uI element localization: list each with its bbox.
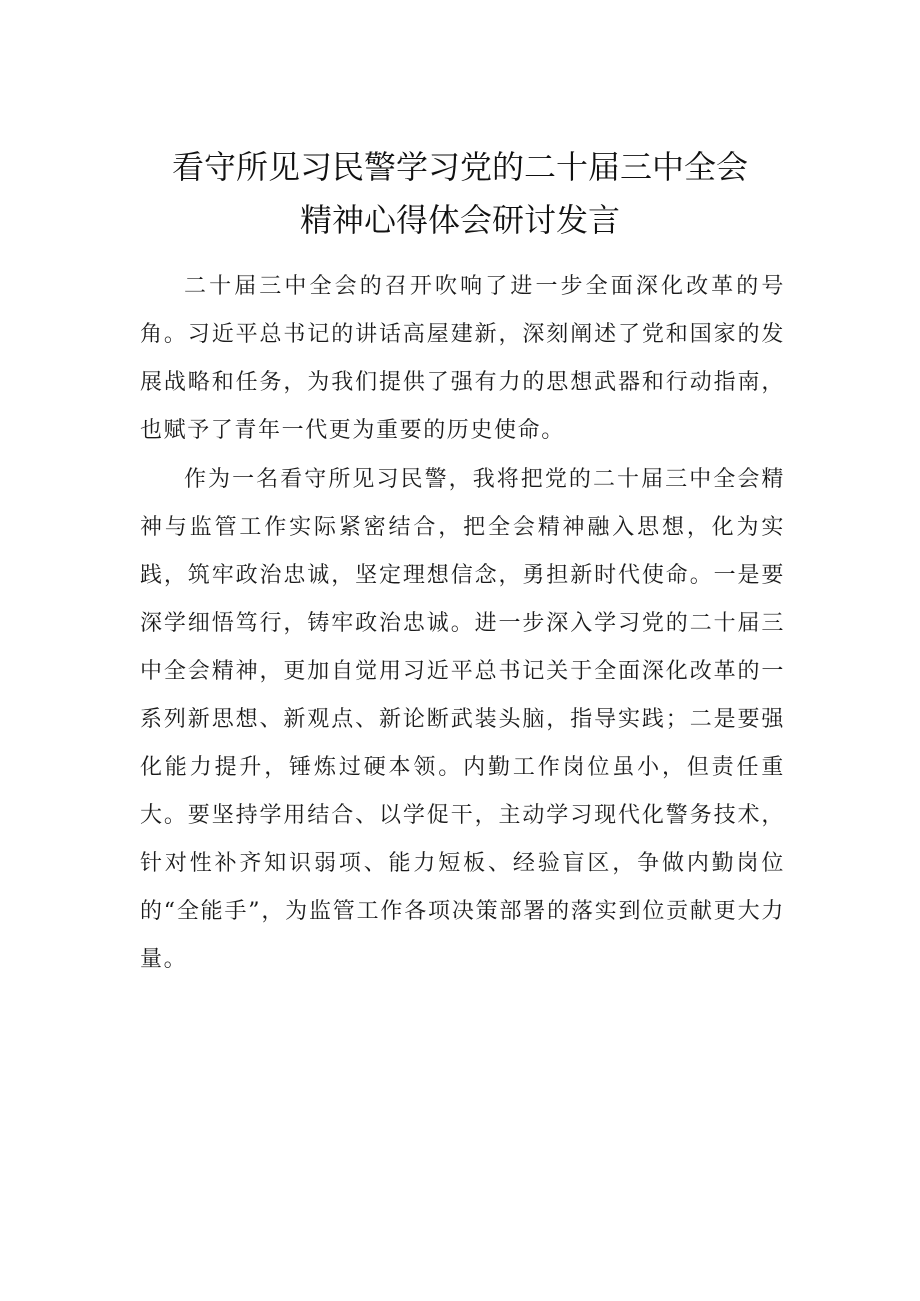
body-paragraph-2: 作为一名看守所见习民警，我将把党的二十届三中全会精神与监管工作实际紧密结合，把全会精神融入思想，化为实践，筑牢政治忠诚，坚定理想信念，勇担新时代使命。一是要深学细悟笃行，铸牢政治忠诚。进一步深入学习党的二十届三中全会精神，更加自觉用习近平总书记关于全面深化改革的一系列新思想、新观点、新论断武装头脑，指导实践；二是要强化能力提升，锤炼过硬本领。内勤工作岗位虽小，但责任重大。要坚持学用结合、以学促干，主动学习现代化警务技术，针对性补齐知识弱项、能力短板、经验盲区，争做内勤岗位的“全能手”，为监管工作各项决策部署的落实到位贡献更大力量。 bbox=[140, 467, 785, 972]
document-title-line-2: 精神心得体会研讨发言 bbox=[299, 201, 620, 239]
body-paragraph-1: 二十届三中全会的召开吹响了进一步全面深化改革的号角。习近平总书记的讲话高屋建新，深刻阐述了党和国家的发展战略和任务，为我们提供了强有力的思想武器和行动指南，也赋予了青年一代更为重要的历史使命。 bbox=[140, 274, 785, 443]
document-title-line-1: 看守所见习民警学习党的二十届三中全会 bbox=[171, 148, 748, 186]
